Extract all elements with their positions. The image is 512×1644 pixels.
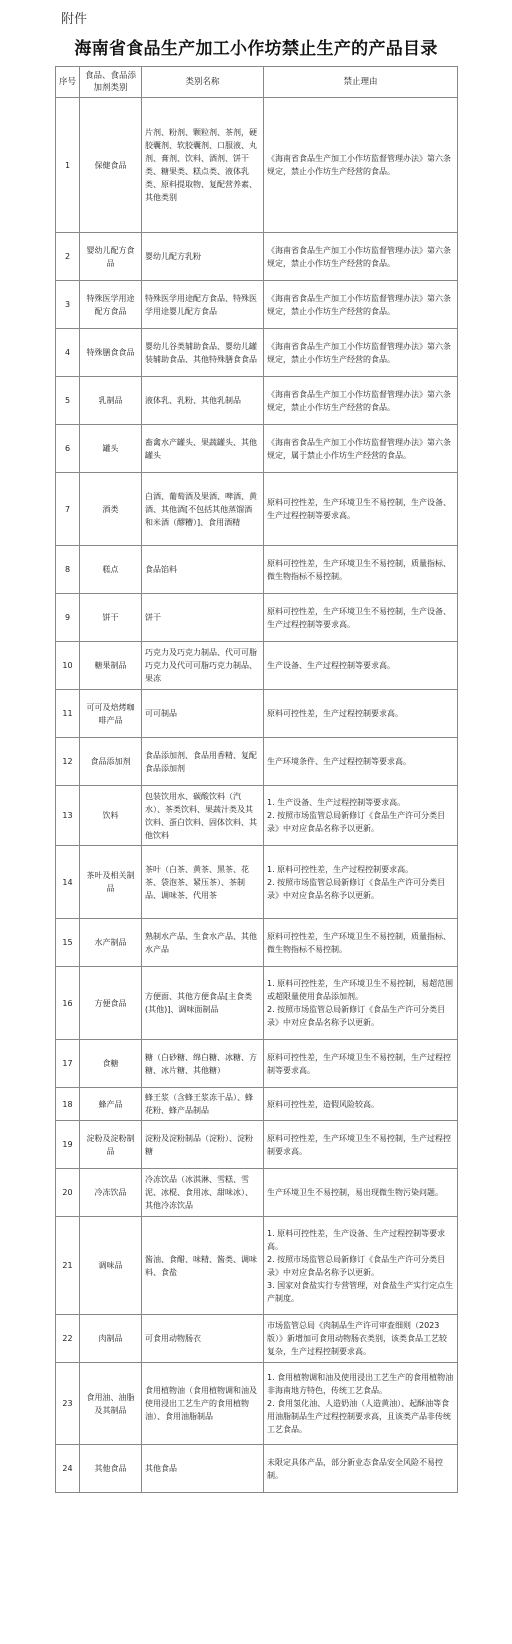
table-row	[56, 329, 458, 377]
table-row	[56, 642, 458, 690]
table-row	[56, 233, 458, 281]
row-number: 22	[56, 1315, 80, 1363]
row-category: 食用油、油脂及其制品	[80, 1363, 142, 1445]
table-row	[56, 967, 458, 1040]
table-row	[56, 546, 458, 594]
header-category: 食品、食品添加剂类别	[80, 67, 142, 98]
row-names: 食品馅料	[142, 546, 264, 594]
table-row	[56, 1088, 458, 1121]
row-reason: 《海南省食品生产加工小作坊监督管理办法》第六条规定，禁止小作坊生产经营的食品。	[264, 98, 458, 233]
row-number: 14	[56, 846, 80, 919]
row-names: 畜禽水产罐头、果蔬罐头、其他罐头	[142, 425, 264, 473]
table-row	[56, 281, 458, 329]
row-names: 其他食品	[142, 1445, 264, 1493]
row-names: 片剂、粉剂、颗粒剂、茶剂，硬胶囊剂、软胶囊剂、口服液、丸剂、膏剂、饮料、酒剂、饼干类、糖果类、糕点类、液体乳类、原料提取物、复配营养素、其他类别	[142, 98, 264, 233]
table-row	[56, 1121, 458, 1169]
row-number: 11	[56, 690, 80, 738]
row-names: 包装饮用水、碳酸饮料（汽水）、茶类饮料、果蔬汁类及其饮料、蛋白饮料、固体饮料、其他饮料	[142, 786, 264, 846]
row-number: 18	[56, 1088, 80, 1121]
table-row	[56, 1363, 458, 1445]
row-reason: 原料可控性差，生产环境卫生不易控制，生产过程控制等要求高。	[264, 1040, 458, 1088]
table-row	[56, 846, 458, 919]
row-category: 食糖	[80, 1040, 142, 1088]
table-row	[56, 377, 458, 425]
row-number: 2	[56, 233, 80, 281]
row-category: 其他食品	[80, 1445, 142, 1493]
row-category: 糕点	[80, 546, 142, 594]
row-reason: 生产环境卫生不易控制，易出现微生物污染问题。	[264, 1169, 458, 1217]
row-names: 婴幼儿谷类辅助食品、婴幼儿罐装辅助食品、其他特殊膳食食品	[142, 329, 264, 377]
table-row	[56, 919, 458, 967]
row-reason: 1. 食用植物调和油及使用浸出工艺生产的食用植物油非海南地方特色，传统工艺食品。 2. 食用氢化油、人造奶油（人造黄油）、起酥油等食用油脂制品生产过程控制要求高，且该类产品非传统工艺食品。	[264, 1363, 458, 1445]
row-category: 可可及焙烤咖啡产品	[80, 690, 142, 738]
row-number: 15	[56, 919, 80, 967]
header-number: 序号	[56, 67, 80, 98]
row-number: 10	[56, 642, 80, 690]
row-reason: 生产环境条件、生产过程控制等要求高。	[264, 738, 458, 786]
table-row	[56, 1169, 458, 1217]
row-category: 淀粉及淀粉制品	[80, 1121, 142, 1169]
table-row	[56, 1217, 458, 1315]
row-reason: 1. 原料可控性差，生产环境卫生不易控制，易超范围或超限量使用食品添加剂。 2. 按照市场监管总局新修订《食品生产许可分类目录》中对应食品名称予以更新。	[264, 967, 458, 1040]
row-names: 方便面、其他方便食品[主食类(其他)]、调味面制品	[142, 967, 264, 1040]
row-number: 23	[56, 1363, 80, 1445]
row-names: 食用植物油（食用植物调和油及使用浸出工艺生产的食用植物油）、食用油脂制品	[142, 1363, 264, 1445]
row-reason: 1. 原料可控性差，生产过程控制要求高。 2. 按照市场监管总局新修订《食品生产许可分类目录》中对应食品名称予以更新。	[264, 846, 458, 919]
row-reason: 原料可控性差，生产环境卫生不易控制，质量指标、微生物指标不易控制。	[264, 546, 458, 594]
row-reason: 《海南省食品生产加工小作坊监督管理办法》第六条规定，禁止小作坊生产经营的食品。	[264, 377, 458, 425]
row-number: 12	[56, 738, 80, 786]
row-number: 8	[56, 546, 80, 594]
row-names: 淀粉及淀粉制品（淀粉）、淀粉糖	[142, 1121, 264, 1169]
row-number: 21	[56, 1217, 80, 1315]
row-names: 冷冻饮品（冰淇淋、雪糕、雪泥、冰棍、食用冰、甜味冰）、其他冷冻饮品	[142, 1169, 264, 1217]
row-reason: 原料可控性差，生产环境卫生不易控制，质量指标、微生物指标不易控制。	[264, 919, 458, 967]
header-reason: 禁止理由	[264, 67, 458, 98]
row-number: 13	[56, 786, 80, 846]
table-row	[56, 1315, 458, 1363]
row-names: 茶叶（白茶、黄茶、黑茶、花茶、袋泡茶、紧压茶）、茶制品、调味茶、代用茶	[142, 846, 264, 919]
row-reason: 原料可控性差，生产过程控制要求高。	[264, 690, 458, 738]
row-category: 方便食品	[80, 967, 142, 1040]
row-reason: 《海南省食品生产加工小作坊监督管理办法》第六条规定，属于禁止小作坊生产经营的食品。	[264, 425, 458, 473]
row-category: 糖果制品	[80, 642, 142, 690]
row-names: 白酒、葡萄酒及果酒、啤酒、黄酒、其他酒[不包括其他蒸馏酒和米酒（醪糟）]、食用酒精	[142, 473, 264, 546]
header-names: 类别名称	[142, 67, 264, 98]
row-names: 特殊医学用途配方食品、特殊医学用途婴儿配方食品	[142, 281, 264, 329]
row-number: 6	[56, 425, 80, 473]
row-number: 7	[56, 473, 80, 546]
row-reason: 原料可控性差，生产环境卫生不易控制，生产过程控制要求高。	[264, 1121, 458, 1169]
row-reason: 《海南省食品生产加工小作坊监督管理办法》第六条规定，禁止小作坊生产经营的食品。	[264, 329, 458, 377]
row-names: 可食用动物肠衣	[142, 1315, 264, 1363]
row-names: 巧克力及巧克力制品、代可可脂巧克力及代可可脂巧克力制品、果冻	[142, 642, 264, 690]
row-reason: 未限定具体产品，部分新业态食品安全风险不易控制。	[264, 1445, 458, 1493]
row-category: 冷冻饮品	[80, 1169, 142, 1217]
row-number: 20	[56, 1169, 80, 1217]
row-number: 16	[56, 967, 80, 1040]
row-reason: 原料可控性差，生产环境卫生不易控制，生产设备、生产过程控制等要求高。	[264, 594, 458, 642]
row-category: 特殊膳食食品	[80, 329, 142, 377]
table-row	[56, 1040, 458, 1088]
table-row	[56, 473, 458, 546]
row-number: 4	[56, 329, 80, 377]
table-row	[56, 98, 458, 233]
attachment-label: 附件	[61, 12, 88, 27]
row-number: 9	[56, 594, 80, 642]
row-names: 婴幼儿配方乳粉	[142, 233, 264, 281]
row-names: 糖（白砂糖、绵白糖、冰糖、方糖、冰片糖、其他糖）	[142, 1040, 264, 1088]
row-number: 24	[56, 1445, 80, 1493]
row-names: 酱油、食醋、味精、酱类、调味料、食盐	[142, 1217, 264, 1315]
row-category: 特殊医学用途配方食品	[80, 281, 142, 329]
row-names: 熟制水产品、生食水产品、其他水产品	[142, 919, 264, 967]
row-reason: 《海南省食品生产加工小作坊监督管理办法》第六条规定，禁止小作坊生产经营的食品。	[264, 281, 458, 329]
row-reason: 原料可控性差，造假风险较高。	[264, 1088, 458, 1121]
table-body	[56, 98, 458, 1493]
row-number: 17	[56, 1040, 80, 1088]
table-header-row	[56, 67, 458, 98]
row-number: 1	[56, 98, 80, 233]
row-names: 可可制品	[142, 690, 264, 738]
row-reason: 1. 原料可控性差，生产设备、生产过程控制等要求高。 2. 按照市场监管总局新修订《食品生产许可分类目录》中对应食品名称予以更新。 3. 国家对食盐实行专营管理，对食盐生产实行定点生产制度。	[264, 1217, 458, 1315]
table-row	[56, 1445, 458, 1493]
row-category: 保健食品	[80, 98, 142, 233]
table-row	[56, 738, 458, 786]
row-reason: 生产设备、生产过程控制等要求高。	[264, 642, 458, 690]
row-category: 食品添加剂	[80, 738, 142, 786]
row-number: 5	[56, 377, 80, 425]
table-row	[56, 786, 458, 846]
row-names: 液体乳、乳粉、其他乳制品	[142, 377, 264, 425]
row-category: 茶叶及相关制品	[80, 846, 142, 919]
row-category: 饼干	[80, 594, 142, 642]
row-reason: 1. 生产设备、生产过程控制等要求高。 2. 按照市场监管总局新修订《食品生产许可分类目录》中对应食品名称予以更新。	[264, 786, 458, 846]
row-category: 调味品	[80, 1217, 142, 1315]
row-reason: 《海南省食品生产加工小作坊监督管理办法》第六条规定，禁止小作坊生产经营的食品。	[264, 233, 458, 281]
page-title: 海南省食品生产加工小作坊禁止生产的产品目录	[74, 39, 438, 59]
row-category: 水产制品	[80, 919, 142, 967]
row-category: 婴幼儿配方食品	[80, 233, 142, 281]
row-category: 饮料	[80, 786, 142, 846]
row-category: 蜂产品	[80, 1088, 142, 1121]
row-names: 食品添加剂、食品用香精、复配食品添加剂	[142, 738, 264, 786]
row-number: 3	[56, 281, 80, 329]
table-row	[56, 425, 458, 473]
row-names: 饼干	[142, 594, 264, 642]
row-names: 蜂王浆（含蜂王浆冻干品）、蜂花粉、蜂产品制品	[142, 1088, 264, 1121]
row-reason: 市场监管总局《肉制品生产许可审查细则（2023版）》新增加可食用动物肠衣类别，该类食品工艺较复杂，生产过程控制要求高。	[264, 1315, 458, 1363]
table-row	[56, 690, 458, 738]
row-category: 罐头	[80, 425, 142, 473]
row-number: 19	[56, 1121, 80, 1169]
row-category: 肉制品	[80, 1315, 142, 1363]
table-row	[56, 594, 458, 642]
row-category: 酒类	[80, 473, 142, 546]
row-category: 乳制品	[80, 377, 142, 425]
row-reason: 原料可控性差，生产环境卫生不易控制，生产设备、生产过程控制等要求高。	[264, 473, 458, 546]
product-catalog-table	[55, 66, 458, 1493]
